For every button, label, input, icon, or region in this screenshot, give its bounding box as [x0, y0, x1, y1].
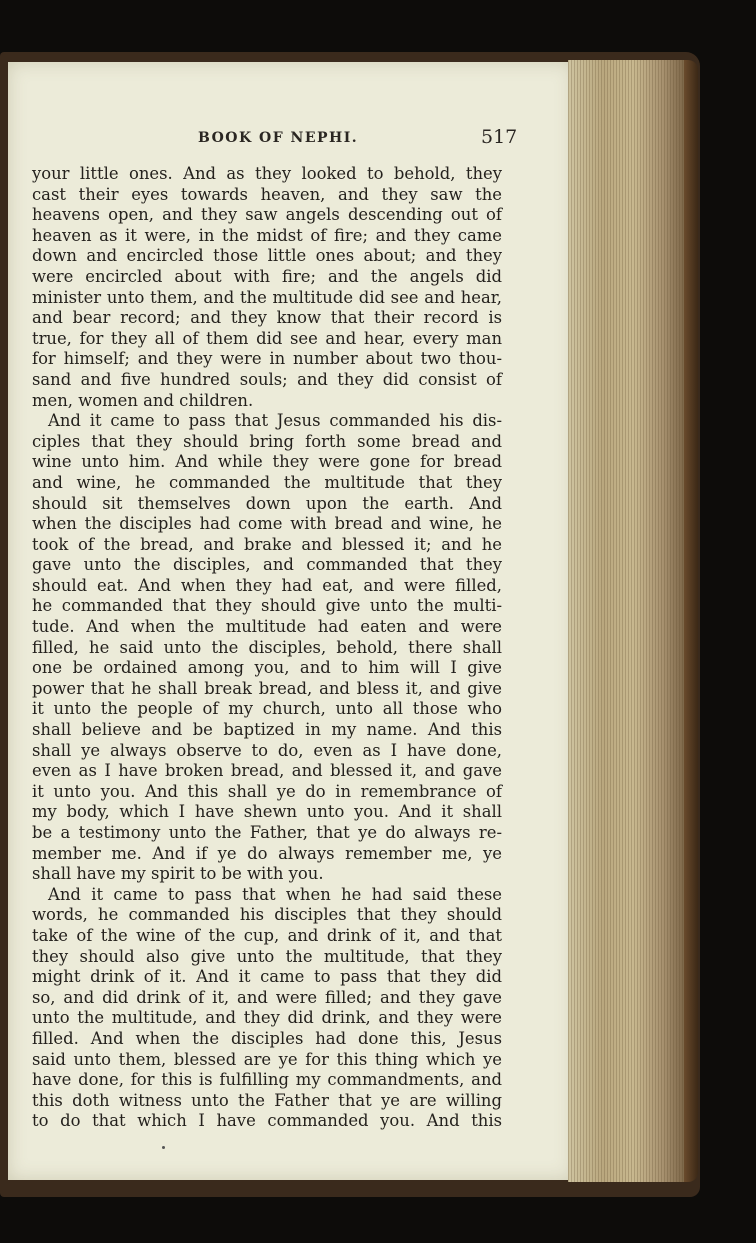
- text-line: sand and five hundred souls; and they did consist of: [32, 369, 502, 389]
- text-line: my body, which I have shewn unto you. And it shall: [32, 802, 502, 822]
- text-line: power that he shall break bread, and bless it, and give: [32, 678, 502, 698]
- text-line: filled, he said unto the disciples, behold, there shall: [32, 637, 502, 657]
- text-line: to do that which I have commanded you. And this: [32, 1111, 502, 1131]
- text-line: took of the bread, and brake and blessed it; and he: [32, 534, 502, 554]
- text-line: be a testimony unto the Father, that ye do always re-: [32, 823, 502, 842]
- text-line: might drink of it. And it came to pass that they did: [32, 967, 502, 987]
- text-line: heavens open, and they saw angels descending out of: [32, 205, 502, 225]
- text-line: men, women and children.: [32, 390, 254, 410]
- text-line: cast their eyes towards heaven, and they saw the: [32, 184, 502, 204]
- text-line: shall believe and be baptized in my name. And this: [32, 720, 502, 740]
- text-line: words, he commanded his disciples that they should: [32, 905, 502, 925]
- text-line: this doth witness unto the Father that ye are willing: [32, 1090, 502, 1110]
- text-line: unto the multitude, and they did drink, and they were: [32, 1008, 502, 1028]
- text-line: it unto the people of my church, unto all those who: [32, 699, 502, 719]
- text-line: should sit themselves down upon the earth. And: [32, 493, 502, 513]
- text-line: have done, for this is fulfilling my commandments, and: [32, 1070, 502, 1090]
- text-line: should eat. And when they had eat, and were filled,: [32, 575, 502, 595]
- text-line: were encircled about with fire; and the angels did: [32, 266, 502, 286]
- text-line: so, and did drink of it, and were filled; and they gave: [32, 987, 502, 1007]
- text-line: tude. And when the multitude had eaten and were: [32, 617, 502, 637]
- text-line: it unto you. And this shall ye do in remembrance of: [32, 781, 502, 801]
- text-line: down and encircled those little ones about; and they: [32, 246, 502, 266]
- text-line: and bear record; and they know that their record is: [32, 308, 502, 328]
- text-line: gave unto the disciples, and commanded that they: [32, 555, 502, 575]
- text-line: filled. And when the disciples had done this, Jesus: [32, 1028, 502, 1048]
- text-line: wine unto him. And while they were gone for bread: [32, 452, 502, 472]
- text-line: minister unto them, and the multitude did see and hear,: [32, 287, 502, 307]
- text-line: they should also give unto the multitude, that they: [32, 946, 502, 966]
- text-line: one be ordained among you, and to him will I give: [32, 658, 502, 678]
- ink-speck: [162, 1146, 165, 1149]
- text-line: member me. And if ye do always remember me, ye: [32, 843, 502, 863]
- text-line: and wine, he commanded the multitude that they: [32, 472, 502, 492]
- text-line: said unto them, blessed are ye for this thing which ye: [32, 1049, 502, 1069]
- page-edges: [568, 60, 686, 1182]
- page-body-text: [32, 164, 502, 1132]
- text-line: true, for they all of them did see and hear, every man: [32, 328, 502, 348]
- text-line: your little ones. And as they looked to behold, they: [32, 164, 502, 183]
- text-line: take of the wine of the cup, and drink of it, and that: [32, 925, 502, 945]
- text-line: And it came to pass that Jesus commanded his dis-: [48, 411, 502, 431]
- text-line: when the disciples had come with bread and wine, he: [32, 514, 502, 534]
- text-line: for himself; and they were in number about two thou-: [32, 349, 502, 369]
- text-line: even as I have broken bread, and blessed it, and gave: [32, 761, 502, 781]
- text-line: And it came to pass that when he had said these: [48, 884, 502, 904]
- running-head: BOOK OF NEPHI.: [198, 130, 359, 146]
- text-line: shall have my spirit to be with you.: [32, 864, 324, 884]
- text-line: ciples that they should bring forth some bread and: [32, 431, 502, 451]
- page-header: [8, 126, 573, 152]
- text-line: shall ye always observe to do, even as I have done,: [32, 740, 502, 760]
- text-line: heaven as it were, in the midst of fire; and they came: [32, 225, 502, 245]
- text-line: he commanded that they should give unto the multi-: [32, 596, 502, 616]
- page-number: 517: [481, 126, 518, 148]
- book-fore-edge-binding: [684, 60, 698, 1182]
